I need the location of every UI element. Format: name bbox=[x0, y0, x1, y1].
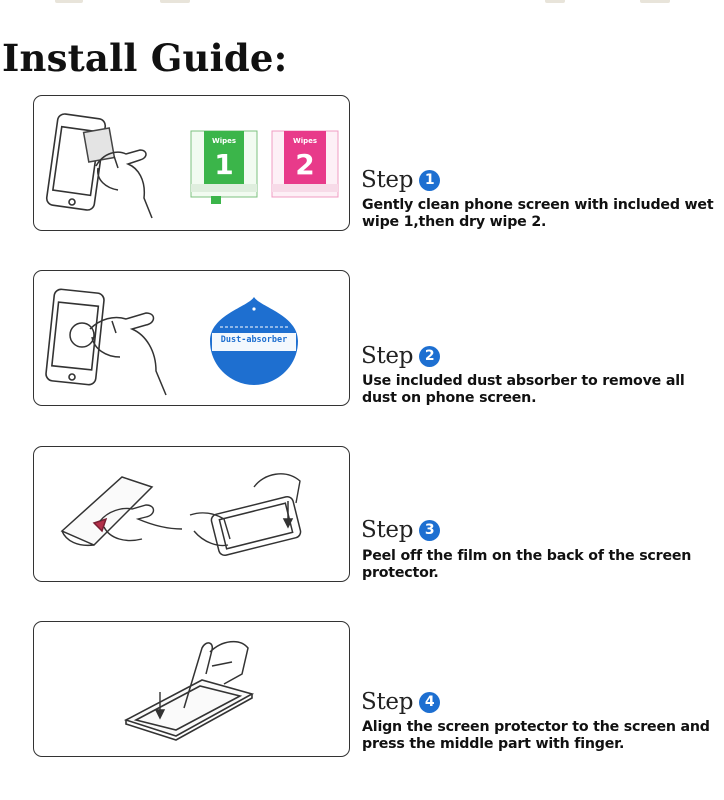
step-2 bbox=[0, 270, 724, 410]
step-4-illustration bbox=[33, 621, 350, 757]
step-word: Step bbox=[361, 343, 414, 369]
wipe-2-digit: 2 bbox=[295, 148, 315, 181]
absorber-label: Dust-absorber bbox=[220, 335, 288, 345]
hand-icon bbox=[70, 313, 166, 395]
wipe-1-digit: 1 bbox=[214, 148, 234, 181]
step-2-illustration bbox=[33, 270, 350, 406]
step-number-badge: 2 bbox=[419, 346, 440, 367]
phone-icon bbox=[46, 113, 106, 211]
top-decor-strip bbox=[0, 0, 724, 8]
step-word: Step bbox=[361, 167, 414, 193]
wipe-1-label: Wipes bbox=[211, 137, 237, 145]
step-word: Step bbox=[361, 689, 414, 715]
step-3-title bbox=[361, 517, 440, 543]
step-word: Step bbox=[361, 517, 414, 543]
step-2-description: Use included dust absorber to remove all dust on phone screen. bbox=[362, 373, 685, 406]
step-4 bbox=[0, 621, 724, 761]
step-number-badge: 1 bbox=[419, 170, 440, 191]
step-1-description: Gently clean phone screen with included wet wipe 1,then dry wipe 2. bbox=[362, 197, 714, 230]
step-1-title bbox=[361, 167, 440, 193]
step-1 bbox=[0, 95, 724, 235]
step-3 bbox=[0, 446, 724, 586]
step-4-title bbox=[361, 689, 440, 715]
step-number-badge: 3 bbox=[419, 520, 440, 541]
step-number-badge: 4 bbox=[419, 692, 440, 713]
wipe-2-label: Wipes bbox=[292, 137, 318, 145]
step-4-description: Align the screen protector to the screen and press the middle part with finger. bbox=[362, 719, 710, 752]
page-title: Install Guide: bbox=[2, 36, 288, 80]
step-1-illustration bbox=[33, 95, 350, 231]
step-3-illustration bbox=[33, 446, 350, 582]
protector-film-icon bbox=[62, 477, 152, 545]
step-3-description: Peel off the film on the back of the screen protector. bbox=[362, 548, 692, 581]
step-2-title bbox=[361, 343, 440, 369]
